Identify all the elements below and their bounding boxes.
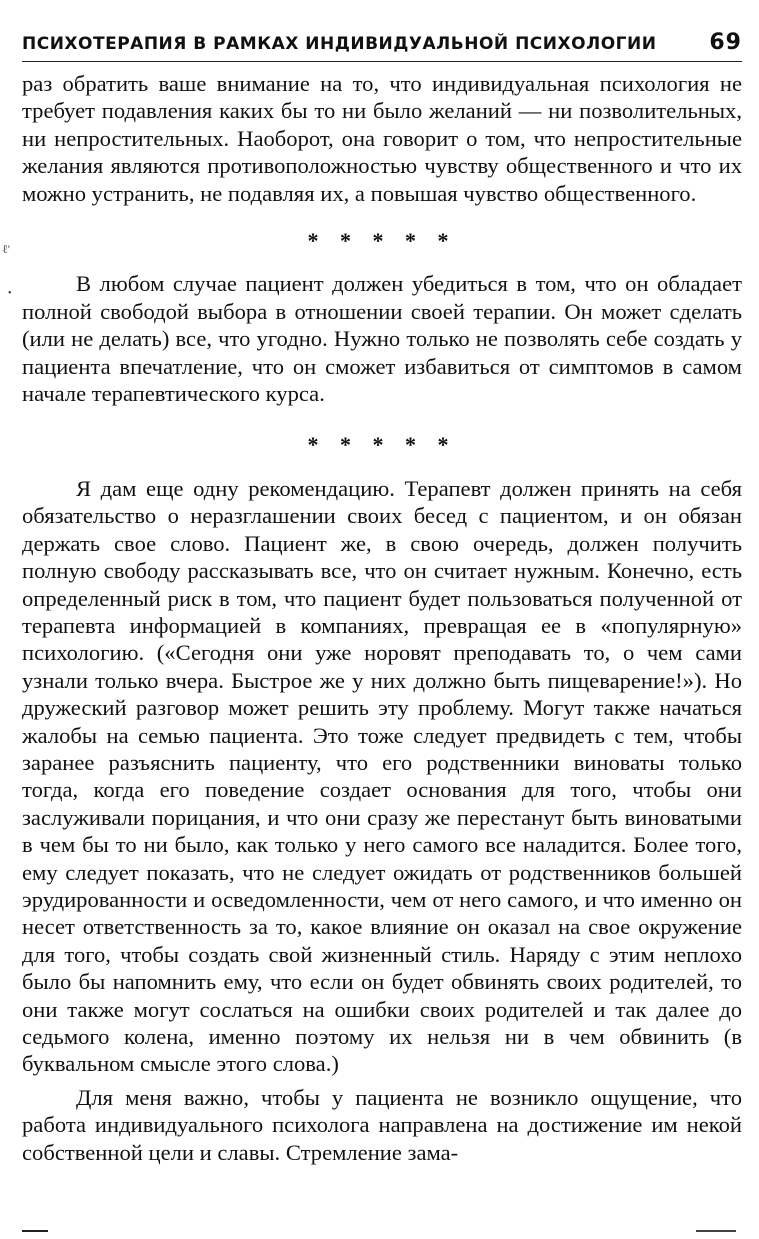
paragraph-recommendation: Я дам еще одну рекомендацию. Терапевт должен принять на себя обязательство о неразглашении своих бесед с пациентом, и он обязан держать свое слово. Пациент же, в свою очередь, должен получить полную свободу рассказывать все, что он считает нужным. Конечно, есть определенный риск в том, что пациент будет пользоваться полученной от терапевта информацией в компаниях, превращая ее в «популярную» психологию. («Сегодня они уже норовят преподавать то, о чем сами узнали только вчера. Быстрое же у них должно быть пищеварение!»). Но дружеский разговор может решить эту проблему. Могут также начаться жалобы на семью пациента. Это тоже следует предвидеть с тем, чтобы заранее разъяснить пациенту, что его родственники виноваты только тогда, когда его поведение создает основания для того, чтобы они заслуживали порицания, и что они сразу же перестанут быть виноватыми в чем бы то ни было, как только у него самого все наладится. Более того, ему следует показать, что не следует ожидать от родственников большей эрудированности и осведомленности, чем от него самого, и что именно он несет ответственность за то, какое влияние он оказал на свое окружение для того, чтобы создать свой жизненный стиль. Наряду с этим неплохо было бы напомнить ему, что если он будет обвинять своих родителей, то они также могут сослаться на ошибки своих родителей и так далее до седьмого колена, именно поэтому их нельзя ни в чем обвинить (в буквальном смысле этого слова.) xyxy=(22,475,742,1077)
book-page xyxy=(22,30,742,1166)
bottom-rule-right xyxy=(696,1230,736,1232)
paragraph-final: Для меня важно, чтобы у пациента не возникло ощущение, что работа индивидуального психолога направлена на достижение им некой собственной цели и славы. Стремление зама- xyxy=(22,1084,742,1165)
bottom-rule-left xyxy=(22,1230,48,1232)
section-separator: * * * * * xyxy=(307,432,457,458)
running-header xyxy=(22,30,742,62)
page-body xyxy=(22,70,742,1166)
page-number: 69 xyxy=(709,30,742,55)
section-separator: * * * * * xyxy=(307,228,457,254)
stray-margin-dot: • xyxy=(8,288,12,299)
paragraph-free-choice: В любом случае пациент должен убедиться в том, что он обладает полной свободой выбора в отношении своей терапии. Он может сделать (или не делать) все, что угодно. Нужно только не позволять себе создать у пациента впечатление, что он сможет избавиться от симптомов в самом начале терапевтического курса. xyxy=(22,271,742,407)
stray-margin-mark: ℓ' xyxy=(2,242,10,256)
running-title: ПСИХОТЕРАПИЯ В РАМКАХ ИНДИВИДУАЛЬНОЙ ПСИХОЛОГИИ xyxy=(22,34,657,54)
paragraph-continuation: раз обратить ваше внимание на то, что индивидуальная психология не требует подавления каких бы то ни было желаний — ни позволительных, ни непростительных. Наоборот, она говорит о том, что непростительные желания являются противоположностью чувству общественного и что их можно устранить, не подавляя их, а повышая чувство общественного. xyxy=(22,71,742,206)
